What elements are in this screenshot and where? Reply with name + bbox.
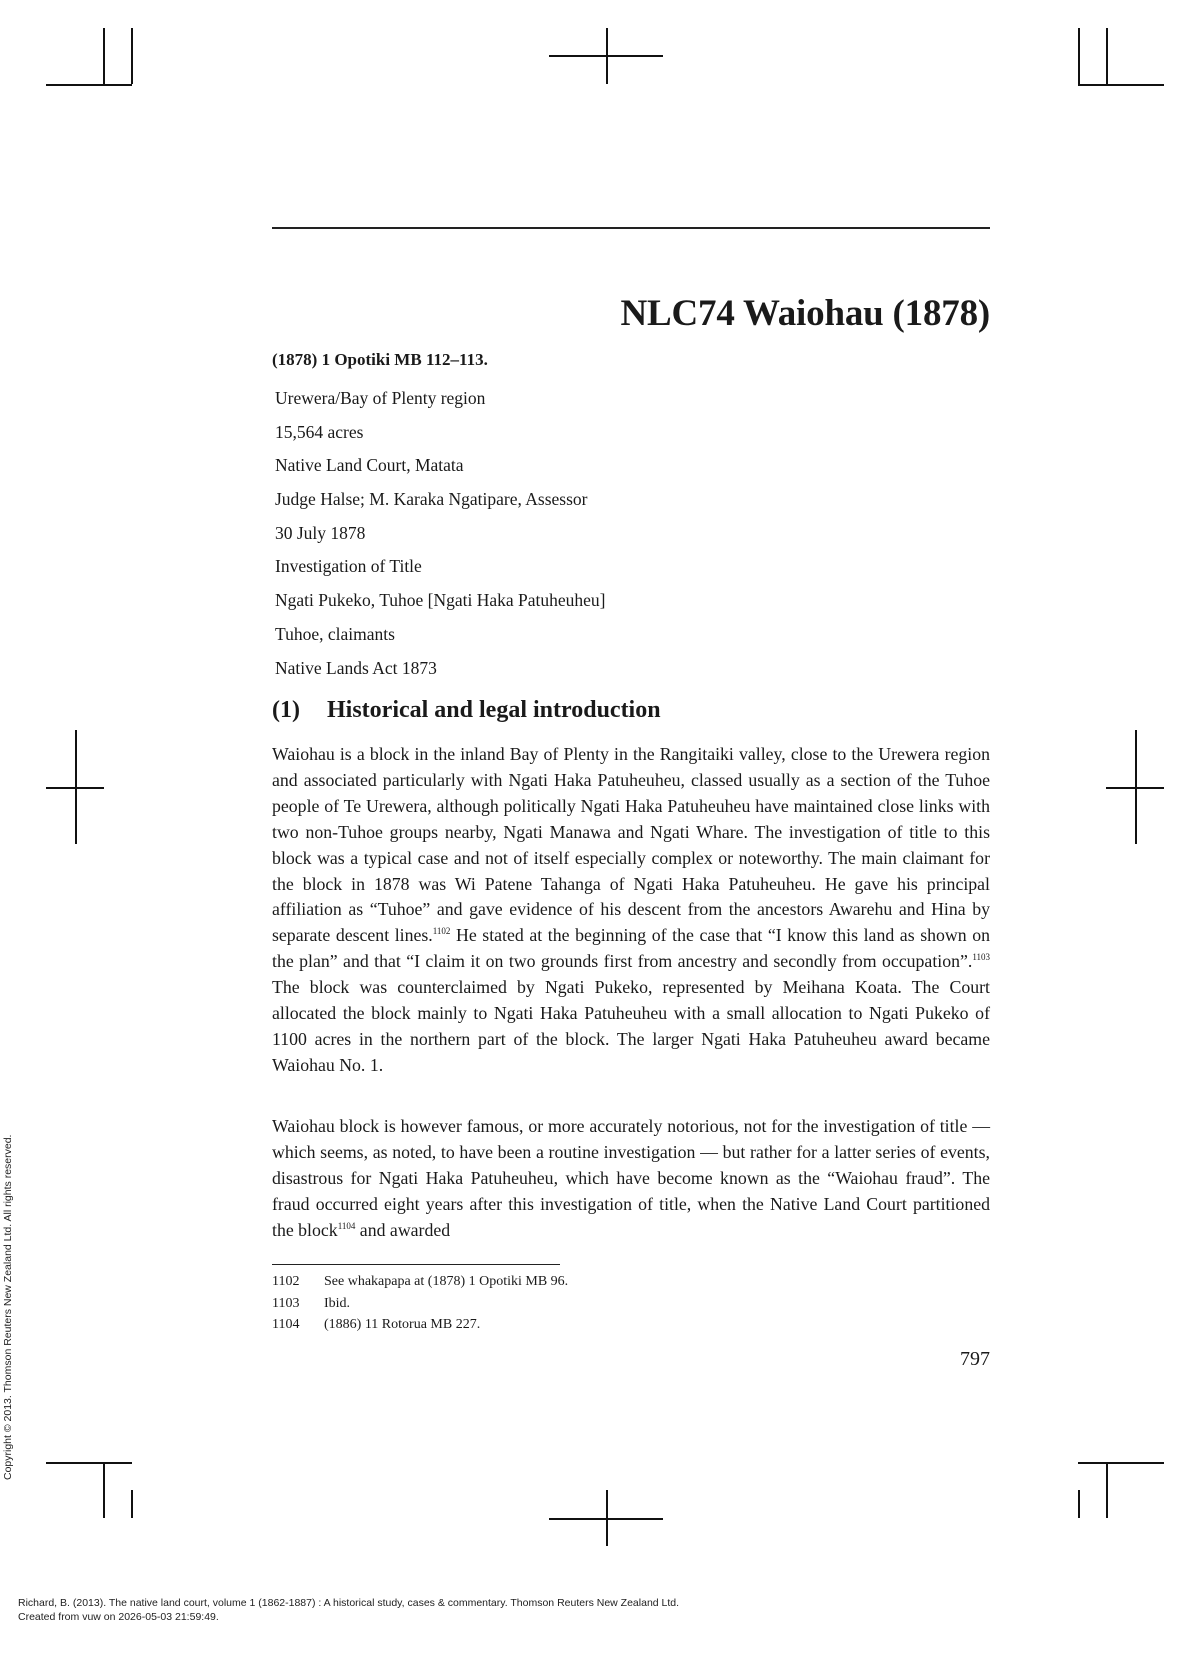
para1-text-a: Waiohau is a block in the inland Bay of Plenty in the Rangitaiki valley, close to the Urewera region and associated particularly with Ngati Haka Patuheuheu, classed usually as a section of the Tuhoe people of Te Urewera, although politically Ngati Haka Patuheuheu have maintained close links with two non-Tuhoe groups nearby, Ngati Manawa and Ngati Whare. The investigation of title to this block was a typical case and not of itself especially complex or noteworthy. The main claimant for the block in 1878 was Wi Patene Tahanga of Ngati Haka Patuheuheu. He gave his principal affiliation as “Tuhoe” and gave evidence of his descent from the ancestors Awarehu and Hina by separate descent lines. bbox=[272, 744, 990, 946]
footnote-number: 1102 bbox=[272, 1274, 300, 1289]
footnote-number: 1103 bbox=[272, 1295, 300, 1311]
section-title: Historical and legal introduction bbox=[327, 697, 661, 723]
footnote-ref-1103[interactable]: 1103 bbox=[972, 952, 990, 963]
fact-claimants: Tuhoe, claimants bbox=[275, 623, 395, 644]
fact-judge: Judge Halse; M. Karaka Ngatipare, Assessor bbox=[275, 489, 588, 510]
footnote-1102 bbox=[272, 1272, 568, 1294]
crop-mark-tr-h bbox=[1078, 84, 1164, 86]
source-citation bbox=[18, 1596, 679, 1624]
crop-mark-bl-v bbox=[103, 1462, 105, 1518]
footnote-text: (1886) 11 Rotorua MB 227. bbox=[324, 1317, 481, 1332]
footnote-1104 bbox=[272, 1315, 568, 1337]
source-line-2: Created from vuw on 2026-05-03 21:59:49. bbox=[18, 1611, 219, 1623]
fact-region: Urewera/Bay of Plenty region bbox=[275, 388, 486, 408]
case-citation: (1878) 1 Opotiki MB 112–113. bbox=[272, 350, 488, 369]
crop-mark-bl-h bbox=[46, 1462, 132, 1464]
page-title: NLC74 Waiohau (1878) bbox=[620, 293, 990, 334]
footnote-number: 1104 bbox=[272, 1317, 300, 1332]
para2-text-a: Waiohau block is however famous, or more accurately notorious, not for the investigation of title — which seems, as noted, to have been a routine investigation — but rather for a latter series of events, disastrous for Ngati Haka Patuheuheu, which have become known as the “Waiohau fraud”. The fraud occurred eight years after this investigation of title, when the Native Land Court partitioned the block bbox=[272, 1116, 990, 1240]
footnote-text: Ibid. bbox=[324, 1295, 351, 1311]
section-heading bbox=[272, 697, 661, 724]
footnote-text: See whakapapa at (1878) 1 Opotiki MB 96. bbox=[324, 1274, 569, 1289]
case-facts-list bbox=[275, 386, 606, 689]
para2-text-b: and awarded bbox=[355, 1219, 451, 1240]
footnote-1103 bbox=[272, 1294, 568, 1316]
crop-mark-tl-v2 bbox=[131, 28, 133, 84]
body-paragraph-2 bbox=[272, 1114, 990, 1244]
section-number: (1) bbox=[272, 697, 300, 723]
footnote-ref-1104[interactable]: 1104 bbox=[337, 1220, 356, 1231]
crop-mark-br-h bbox=[1078, 1462, 1164, 1464]
fact-date: 30 July 1878 bbox=[275, 522, 366, 543]
footnote-rule bbox=[272, 1264, 560, 1265]
crop-mark-tr-v bbox=[1078, 28, 1080, 84]
fact-proceeding: Investigation of Title bbox=[275, 556, 422, 577]
crop-mark-tl-h bbox=[46, 84, 132, 86]
crop-mark-tc-h bbox=[549, 55, 663, 57]
crop-mark-ml-h bbox=[46, 787, 104, 789]
fact-parties: Ngati Pukeko, Tuhoe [Ngati Haka Patuheuheu] bbox=[275, 590, 606, 611]
page-number: 797 bbox=[960, 1348, 990, 1370]
crop-mark-br-v bbox=[1106, 1462, 1108, 1518]
footnotes bbox=[272, 1272, 568, 1337]
fact-court: Native Land Court, Matata bbox=[275, 455, 464, 476]
crop-mark-bc-h bbox=[549, 1518, 663, 1520]
body-paragraph-1 bbox=[272, 742, 990, 1079]
copyright-notice: Copyright © 2013. Thomson Reuters New Zealand Ltd. All rights reserved. bbox=[2, 1134, 14, 1480]
crop-mark-tr-v2 bbox=[1106, 28, 1108, 84]
crop-mark-bl-v2 bbox=[131, 1490, 133, 1518]
header-rule bbox=[272, 227, 990, 229]
crop-mark-br-v2 bbox=[1078, 1490, 1080, 1518]
crop-mark-mr-h bbox=[1106, 787, 1164, 789]
fact-area: 15,564 acres bbox=[275, 421, 364, 442]
footnote-ref-1102[interactable]: 1102 bbox=[432, 926, 451, 937]
para1-text-b: He stated at the beginning of the case that “I know this land as shown on the plan” and that “I claim it on two grounds first from ancestry and secondly from occupation”. bbox=[272, 925, 990, 972]
para1-text-c: The block was counterclaimed by Ngati Pukeko, represented by Meihana Koata. The Court allocated the block mainly to Ngati Haka Patuheuheu with a small allocation to Ngati Pukeko of 1100 acres in the northern part of the block. The larger Ngati Haka Patuheuheu award became Waiohau No. 1. bbox=[272, 977, 990, 1075]
fact-statute: Native Lands Act 1873 bbox=[275, 657, 437, 678]
source-line-1: Richard, B. (2013). The native land court, volume 1 (1862-1887) : A historical study, cases & commentary. Thomson Reuters New Zealand Ltd. bbox=[18, 1597, 680, 1609]
crop-mark-tl-v bbox=[103, 28, 105, 84]
